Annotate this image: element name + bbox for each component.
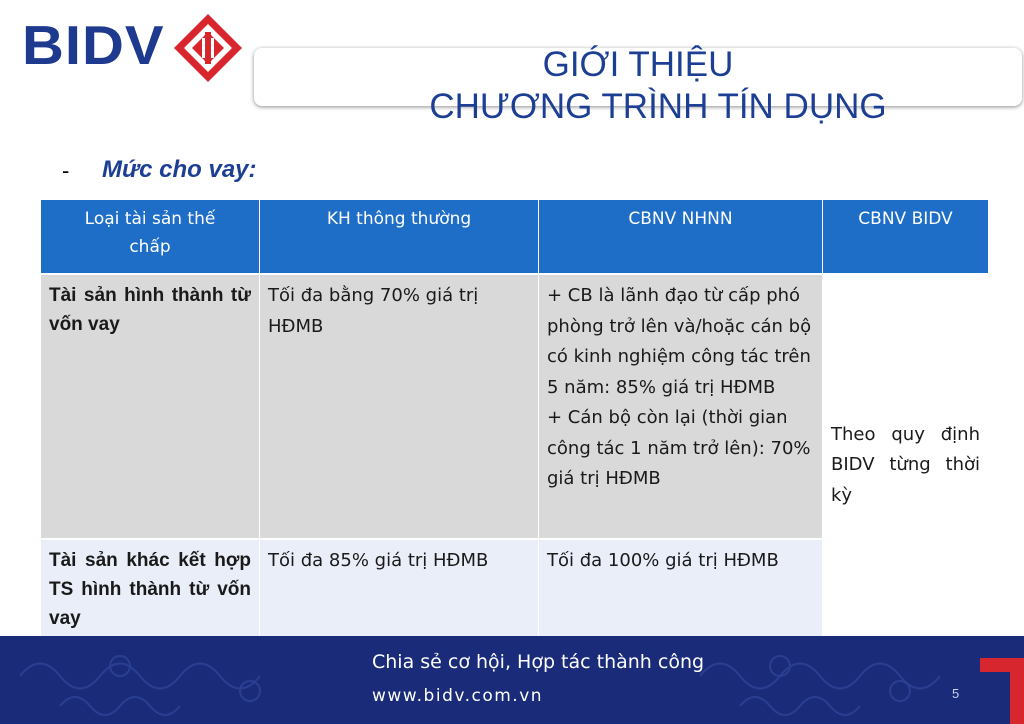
cell-sbv-staff: Tối đa 100% giá trị HĐMB [539, 539, 823, 637]
footer-cloud-pattern [0, 636, 1024, 724]
cell-asset: Tài sản khác kết hợp TS hình thành từ vốn vay [41, 539, 260, 637]
page-number: 5 [952, 686, 960, 701]
footer-website[interactable]: www.bidv.com.vn [372, 686, 544, 706]
cell-asset: Tài sản hình thành từ vốn vay [41, 274, 260, 539]
cell-sbv-staff: + CB là lãnh đạo từ cấp phó phòng trở lên và/hoặc cán bộ có kinh nghiệm công tác trên 5 năm: 85% giá trị HĐMB + Cán bộ còn lại (thời gian công tác 1 năm trở lên): 70% giá trị HĐMB [539, 274, 823, 539]
footer-banner [0, 636, 1024, 724]
cell-regular: Tối đa 85% giá trị HĐMB [260, 539, 539, 637]
loan-limit-table [40, 200, 989, 638]
cell-regular: Tối đa bằng 70% giá trị HĐMB [260, 274, 539, 539]
section-label: Mức cho vay: [102, 156, 257, 183]
header-bidv-staff: CBNV BIDV [823, 200, 989, 274]
table-header-row [41, 200, 989, 274]
header-sbv-staff: CBNV NHNN [539, 200, 823, 274]
footer-slogan: Chia sẻ cơ hội, Hợp tác thành công [372, 651, 705, 673]
table-row [41, 274, 989, 539]
page-title [254, 44, 1022, 128]
bidv-diamond-icon [172, 12, 244, 84]
header-asset-type: Loại tài sản thế chấp [41, 200, 260, 274]
title-line-2: CHƯƠNG TRÌNH TÍN DỤNG [429, 87, 887, 126]
bidv-logo [22, 12, 247, 84]
logo-text: BIDV [22, 14, 165, 77]
title-line-1: GIỚI THIỆU [542, 45, 734, 84]
bullet-dash: - [62, 158, 70, 183]
cell-bidv-staff: Theo quy định BIDV từng thời kỳ [823, 274, 989, 637]
header-regular-customer: KH thông thường [260, 200, 539, 274]
